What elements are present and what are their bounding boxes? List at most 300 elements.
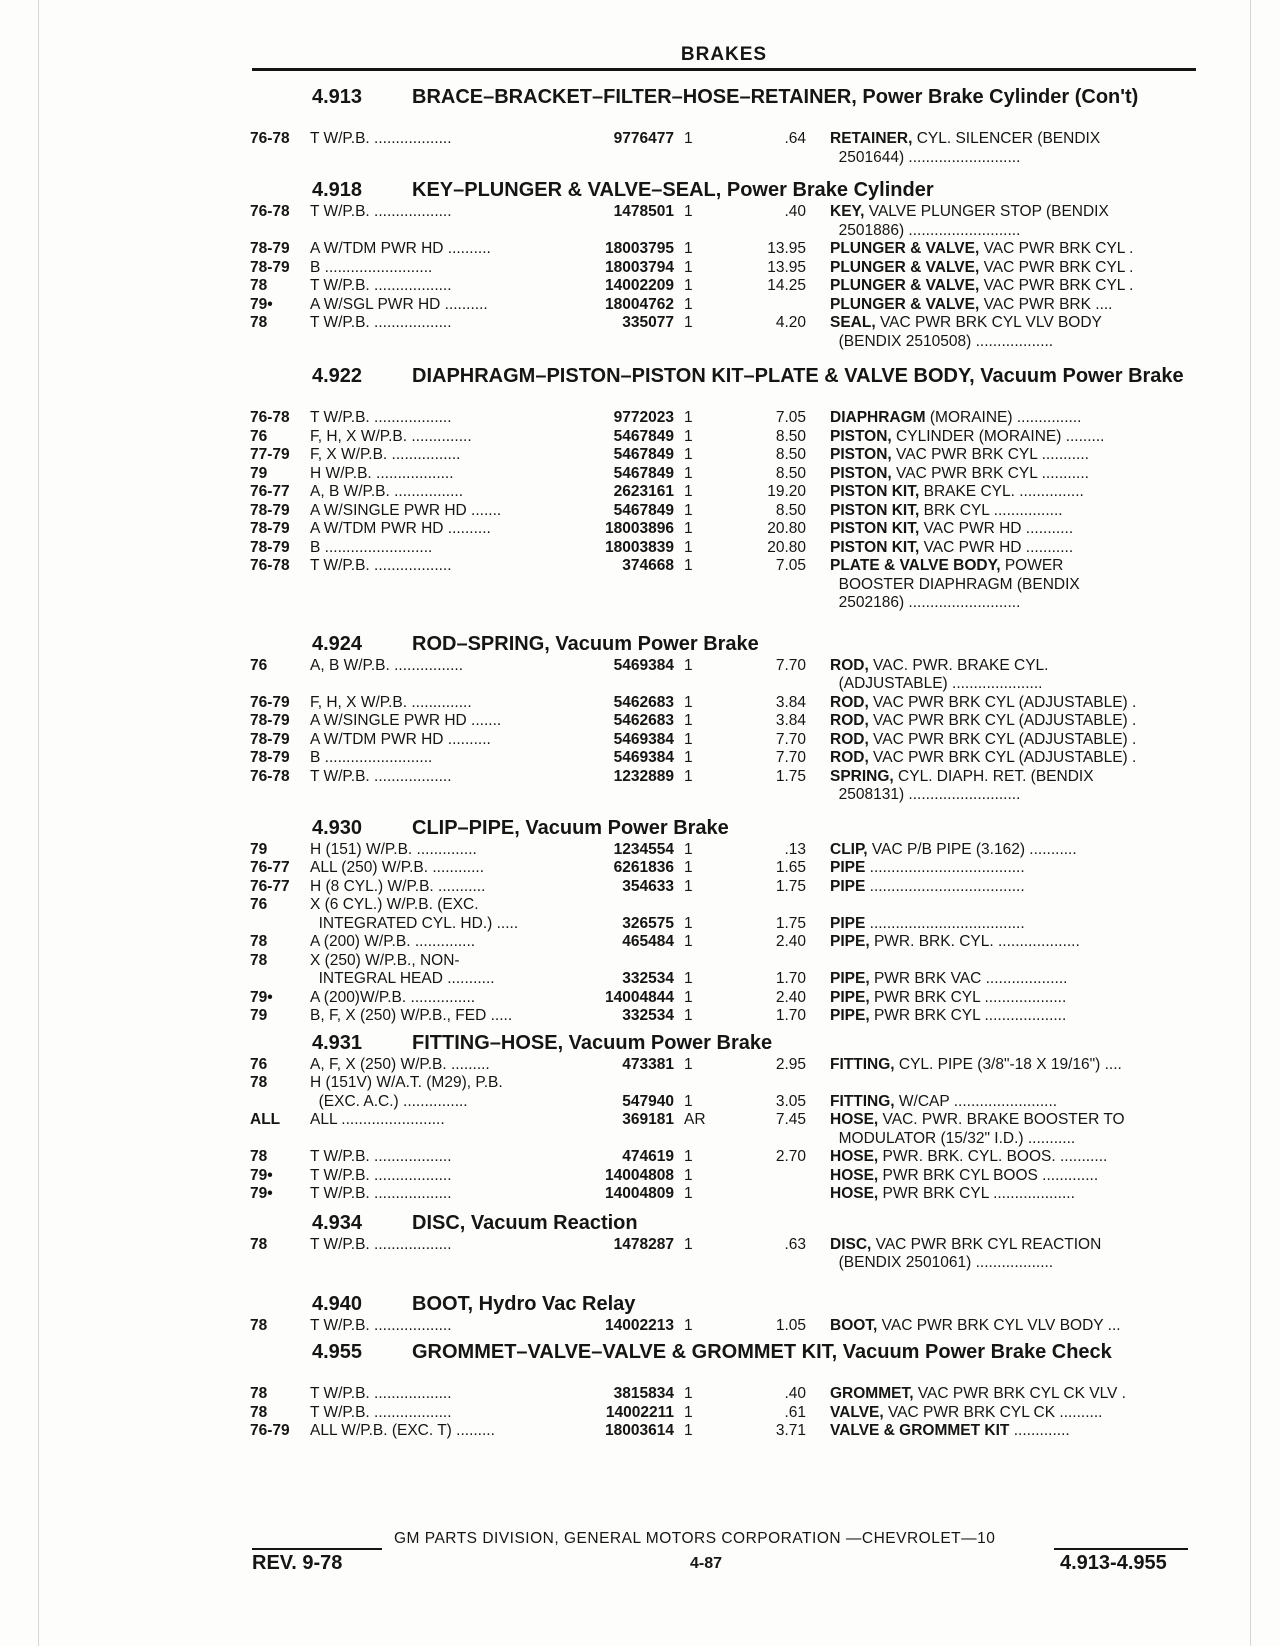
section-title: FITTING–HOSE, Vacuum Power Brake [412, 1031, 773, 1054]
model-application: INTEGRAL HEAD ........... [310, 970, 495, 987]
part-row [0, 483, 1280, 502]
part-number: 18003896 [605, 520, 674, 537]
quantity: 1 [684, 520, 693, 537]
header-rule [252, 68, 1196, 71]
quantity: 1 [684, 656, 693, 674]
model-application: T W/P.B. .................. [310, 1185, 452, 1202]
part-detail: W/CAP ........................ [894, 1092, 1058, 1110]
model-year: 76-78 [250, 767, 290, 785]
part-detail: BOOSTER DIAPHRAGM (BENDIX [830, 575, 1080, 593]
section-number: 4.922 [312, 365, 363, 387]
model-year: 76 [250, 656, 268, 674]
part-row [0, 841, 1280, 860]
list-price: 3.05 [775, 1092, 806, 1110]
model-year: 76-78 [250, 557, 290, 574]
part-row [0, 557, 1280, 576]
part-name: PIPE [830, 859, 866, 876]
list-price: 3.71 [775, 1422, 806, 1439]
quantity: 1 [684, 240, 693, 257]
part-number: 465484 [622, 933, 674, 950]
part-number: 5467849 [613, 501, 674, 519]
model-application: A, B W/P.B. ................ [310, 656, 464, 674]
quantity: 1 [684, 712, 693, 729]
section-number: 4.918 [312, 179, 363, 201]
model-application: INTEGRATED CYL. HD.) ..... [310, 914, 519, 932]
part-row [0, 694, 1280, 713]
part-name: KEY, [830, 203, 865, 220]
footer-rule-right [1054, 1548, 1188, 1550]
quantity: 1 [684, 1235, 693, 1253]
parts-listing [0, 84, 1280, 1445]
model-year: 76-77 [250, 483, 290, 500]
part-row [0, 915, 1280, 934]
part-description [830, 731, 1198, 750]
part-detail: (ADJUSTABLE) ..................... [830, 675, 1043, 692]
part-number: 5462683 [613, 712, 674, 729]
part-detail: (MORAINE) ............... [925, 409, 1082, 426]
quantity: 1 [684, 730, 693, 748]
list-price: 19.20 [767, 483, 806, 500]
section-4-934 [0, 1210, 1280, 1273]
part-name: HOSE, [830, 1148, 879, 1165]
part-description [830, 712, 1198, 731]
part-row [0, 712, 1280, 731]
list-price: 7.70 [775, 730, 806, 748]
part-name: PLUNGER & VALVE, [830, 240, 980, 257]
model-year: 79 [250, 840, 268, 858]
model-year: 78 [250, 1403, 268, 1421]
part-row [0, 576, 1280, 595]
part-description [830, 222, 1198, 241]
part-name: PIPE [830, 914, 866, 932]
part-number: 6261836 [613, 859, 674, 876]
part-row [0, 149, 1280, 168]
part-detail: VAC PWR HD ........... [919, 520, 1074, 537]
section-number: 4.930 [312, 816, 363, 839]
model-application: T W/P.B. .................. [310, 557, 452, 574]
part-row [0, 1074, 1280, 1093]
model-year: 78 [250, 1316, 268, 1334]
part-description [830, 768, 1198, 787]
section-heading [0, 177, 1280, 203]
part-name: PIPE, [830, 933, 870, 950]
part-detail: VAC. PWR. BRAKE CYL. [868, 656, 1049, 674]
part-number: 14004844 [605, 988, 674, 1006]
part-number: 14002211 [605, 1403, 674, 1421]
quantity: 1 [684, 314, 693, 331]
part-description [830, 1422, 1198, 1441]
part-description [830, 557, 1198, 576]
part-detail: VAC. PWR. BRAKE BOOSTER TO [878, 1111, 1125, 1128]
part-name: PISTON, [830, 464, 892, 482]
list-price: .63 [784, 1235, 806, 1253]
part-description [830, 989, 1198, 1008]
part-detail: MODULATOR (15/32" I.D.) ........... [830, 1129, 1076, 1147]
part-name: FITTING, [830, 1055, 895, 1073]
part-description [830, 1093, 1198, 1112]
part-number: 473381 [622, 1055, 674, 1073]
part-description [830, 520, 1198, 539]
part-detail: PWR. BRK. CYL. BOOS. ........... [878, 1148, 1108, 1165]
part-detail: VAC PWR BRK CYL (ADJUSTABLE) . [868, 730, 1137, 748]
part-name: PLUNGER & VALVE, [830, 295, 980, 313]
model-year: 79• [250, 988, 273, 1006]
model-application: A, F, X (250) W/P.B. ......... [310, 1055, 490, 1073]
model-application: T W/P.B. .................. [310, 1166, 452, 1184]
section-number: 4.913 [312, 86, 363, 108]
model-year: 78-79 [250, 538, 290, 556]
part-row [0, 749, 1280, 768]
part-row [0, 1185, 1280, 1204]
page-header: BRAKES [680, 44, 768, 65]
part-row [0, 952, 1280, 971]
list-price: 2.40 [775, 988, 806, 1006]
part-description [830, 878, 1198, 897]
model-application: B ......................... [310, 258, 433, 276]
part-row [0, 130, 1280, 149]
model-year: 79• [250, 295, 273, 313]
quantity: 1 [684, 483, 693, 500]
section-number: 4.931 [312, 1031, 363, 1054]
part-description [830, 502, 1198, 521]
model-year: 76-79 [250, 1422, 290, 1439]
part-number: 5469384 [613, 656, 674, 674]
part-detail: POWER [1000, 557, 1064, 574]
part-number: 547940 [622, 1092, 674, 1110]
quantity: 1 [684, 1385, 693, 1402]
part-number: 18004762 [605, 295, 674, 313]
part-number: 326575 [622, 914, 674, 932]
part-description [830, 428, 1198, 447]
part-name: ROD, [830, 730, 869, 748]
model-year: 76 [250, 896, 268, 913]
part-name: ROD, [830, 749, 869, 766]
part-description [830, 694, 1198, 713]
part-description [830, 240, 1198, 259]
part-row [0, 1254, 1280, 1273]
part-detail: ............. [1009, 1422, 1070, 1439]
part-number: 14002209 [605, 277, 674, 294]
model-application: A W/TDM PWR HD .......... [310, 520, 491, 537]
part-description [830, 277, 1198, 296]
list-price: 1.70 [775, 1007, 806, 1024]
model-year: 76-78 [250, 130, 290, 147]
list-price: 7.70 [775, 656, 806, 674]
part-description [830, 1254, 1198, 1273]
quantity: 1 [684, 1422, 693, 1439]
part-name: PIPE, [830, 970, 870, 987]
part-detail: VAC PWR BRK CYL VLV BODY ... [877, 1316, 1121, 1334]
part-description [830, 1404, 1198, 1423]
part-detail: PWR BRK CYL ................... [878, 1185, 1075, 1202]
part-row [0, 989, 1280, 1008]
quantity: 1 [684, 1148, 693, 1165]
part-row [0, 768, 1280, 787]
section-heading [0, 1291, 1280, 1317]
part-detail: VAC PWR BRK CYL VLV BODY [875, 314, 1102, 331]
part-number: 332534 [622, 1007, 674, 1024]
part-detail: VAC PWR BRK CYL ........... [891, 464, 1089, 482]
footer-corporation: GM PARTS DIVISION, GENERAL MOTORS CORPORATION —CHEVROLET—10 [394, 1530, 996, 1547]
list-price: .40 [784, 203, 806, 220]
part-name: DISC, [830, 1235, 872, 1253]
part-description [830, 130, 1198, 149]
part-row [0, 1007, 1280, 1026]
part-row [0, 1148, 1280, 1167]
part-detail: PWR BRK VAC ................... [869, 970, 1068, 987]
part-row [0, 970, 1280, 989]
part-number: 3815834 [613, 1385, 674, 1402]
part-number: 5467849 [613, 464, 674, 482]
model-application: T W/P.B. .................. [310, 1385, 452, 1402]
quantity: 1 [684, 427, 693, 445]
part-row [0, 878, 1280, 897]
section-4-922 [0, 363, 1280, 613]
model-application: H (151) W/P.B. .............. [310, 840, 477, 858]
part-name: ROD, [830, 712, 869, 729]
part-number: 5467849 [613, 427, 674, 445]
part-name: PISTON KIT, [830, 520, 920, 537]
part-detail: PWR BRK CYL ................... [869, 1007, 1067, 1024]
model-application: T W/P.B. .................. [310, 314, 452, 331]
model-year: 76-77 [250, 877, 290, 895]
part-row [0, 333, 1280, 352]
quantity: 1 [684, 1007, 693, 1024]
list-price: .61 [784, 1403, 806, 1421]
part-number: 9772023 [613, 409, 674, 426]
model-year: 78-79 [250, 730, 290, 748]
quantity: 1 [684, 1185, 693, 1202]
part-detail: CYLINDER (MORAINE) ......... [891, 427, 1105, 445]
part-detail: .................................... [865, 877, 1025, 895]
part-detail: (BENDIX 2501061) .................. [830, 1254, 1054, 1271]
part-row [0, 1404, 1280, 1423]
list-price: 1.65 [775, 859, 806, 876]
part-description [830, 1185, 1198, 1204]
quantity: 1 [684, 859, 693, 876]
section-heading [0, 815, 1280, 841]
part-detail: .................................... [865, 859, 1025, 876]
model-application: A W/TDM PWR HD .......... [310, 240, 491, 257]
part-name: PISTON KIT, [830, 501, 920, 519]
part-description [830, 1130, 1198, 1149]
part-description [830, 576, 1198, 595]
part-detail: CYL. DIAPH. RET. (BENDIX [893, 767, 1094, 785]
part-description [830, 314, 1198, 333]
model-year: ALL [250, 1111, 281, 1128]
list-price: 8.50 [775, 501, 806, 519]
footer-revision: REV. 9-78 [252, 1552, 343, 1574]
part-detail: .................................... [865, 914, 1025, 932]
model-year: 79 [250, 464, 268, 482]
part-description [830, 539, 1198, 558]
part-detail: BRK CYL ................ [919, 501, 1063, 519]
quantity: 1 [684, 409, 693, 426]
part-number: 2623161 [613, 483, 674, 500]
part-name: HOSE, [830, 1185, 879, 1202]
part-row [0, 314, 1280, 333]
part-name: PLATE & VALVE BODY, [830, 557, 1001, 574]
model-year: 78 [250, 314, 268, 331]
part-description [830, 1167, 1198, 1186]
model-application: A W/TDM PWR HD .......... [310, 730, 491, 748]
section-title: GROMMET–VALVE–VALVE & GROMMET KIT, Vacuum Power Brake Check [412, 1341, 1112, 1363]
model-year: 78-79 [250, 501, 290, 519]
list-price: 8.50 [775, 427, 806, 445]
section-title: DIAPHRAGM–PISTON–PISTON KIT–PLATE & VALVE BODY, Vacuum Power Brake [412, 365, 1184, 387]
part-description [830, 465, 1198, 484]
section-title: DISC, Vacuum Reaction [412, 1211, 638, 1234]
part-detail: 2502186) .......................... [830, 594, 1021, 611]
part-number: 5462683 [613, 693, 674, 711]
part-name: RETAINER, [830, 130, 913, 147]
part-name: VALVE, [830, 1403, 884, 1421]
quantity: 1 [684, 693, 693, 711]
model-application: A W/SINGLE PWR HD ....... [310, 712, 502, 729]
part-name: PIPE, [830, 988, 870, 1006]
part-detail: 2501886) .......................... [830, 221, 1021, 239]
list-price: 1.75 [775, 767, 806, 785]
model-application: H W/P.B. .................. [310, 464, 454, 482]
part-name: HOSE, [830, 1166, 879, 1184]
footer-rule-left [252, 1548, 382, 1550]
model-year: 78 [250, 933, 268, 950]
list-price: 7.45 [775, 1111, 806, 1128]
part-number: 332534 [622, 970, 674, 987]
part-description [830, 859, 1198, 878]
part-row [0, 675, 1280, 694]
model-year: 79• [250, 1166, 273, 1184]
list-price: 1.75 [775, 877, 806, 895]
list-price: 2.95 [775, 1055, 806, 1073]
part-detail: VAC PWR BRK CYL ........... [891, 446, 1089, 463]
part-row [0, 1167, 1280, 1186]
part-description [830, 1007, 1198, 1026]
part-row [0, 539, 1280, 558]
list-price: .13 [784, 840, 806, 858]
part-name: SPRING, [830, 767, 894, 785]
part-detail: VAC PWR BRK CYL REACTION [871, 1235, 1102, 1253]
part-detail: VAC PWR BRK CYL . [979, 258, 1134, 276]
model-application: T W/P.B. .................. [310, 1235, 452, 1253]
part-row [0, 296, 1280, 315]
model-year: 76 [250, 427, 268, 445]
model-year: 79• [250, 1185, 273, 1202]
part-description [830, 333, 1198, 352]
part-detail: BRAKE CYL. ............... [919, 483, 1084, 500]
list-price: 8.50 [775, 446, 806, 463]
part-description [830, 203, 1198, 222]
part-description [830, 149, 1198, 168]
quantity: 1 [684, 538, 693, 556]
part-row [0, 1056, 1280, 1075]
model-year: 76-79 [250, 693, 290, 711]
part-name: ROD, [830, 656, 869, 674]
part-row [0, 446, 1280, 465]
part-number: 18003794 [605, 258, 674, 276]
part-name: DIAPHRAGM [830, 409, 926, 426]
part-detail: VALVE PLUNGER STOP (BENDIX [864, 203, 1109, 220]
part-description [830, 259, 1198, 278]
part-detail: (BENDIX 2510508) .................. [830, 332, 1054, 350]
model-year: 78-79 [250, 258, 290, 276]
model-year: 78-79 [250, 520, 290, 537]
model-application: H (151V) W/A.T. (M29), P.B. [310, 1074, 503, 1091]
quantity: 1 [684, 1166, 693, 1184]
model-application: T W/P.B. .................. [310, 277, 452, 294]
quantity: 1 [684, 557, 693, 574]
part-detail: VAC PWR BRK .... [979, 295, 1113, 313]
part-name: PLUNGER & VALVE, [830, 277, 980, 294]
quantity: 1 [684, 295, 693, 313]
model-application: T W/P.B. .................. [310, 1403, 452, 1421]
list-price: 2.40 [775, 933, 806, 950]
part-description [830, 1385, 1198, 1404]
section-number: 4.924 [312, 632, 363, 655]
section-heading [0, 1030, 1280, 1056]
model-application: A, B W/P.B. ................ [310, 483, 464, 500]
part-row [0, 1317, 1280, 1336]
model-year: 76-77 [250, 859, 290, 876]
model-application: B ......................... [310, 749, 433, 766]
part-row [0, 222, 1280, 241]
part-row [0, 1111, 1280, 1130]
model-year: 78 [250, 1148, 268, 1165]
quantity: 1 [684, 840, 693, 858]
part-description [830, 1148, 1198, 1167]
model-year: 76 [250, 1055, 268, 1073]
quantity: 1 [684, 767, 693, 785]
part-row [0, 933, 1280, 952]
list-price: 14.25 [767, 277, 806, 294]
quantity: 1 [684, 258, 693, 276]
part-name: ROD, [830, 693, 869, 711]
model-year: 78-79 [250, 712, 290, 729]
quantity: 1 [684, 1055, 693, 1073]
model-application: T W/P.B. .................. [310, 409, 452, 426]
section-title: CLIP–PIPE, Vacuum Power Brake [412, 816, 729, 839]
section-number: 4.934 [312, 1211, 363, 1234]
part-number: 1234554 [613, 840, 674, 858]
part-name: BOOT, [830, 1316, 878, 1334]
part-name: GROMMET, [830, 1385, 914, 1402]
model-year: 76-78 [250, 409, 290, 426]
part-row [0, 203, 1280, 222]
part-detail: VAC PWR BRK CYL (ADJUSTABLE) . [868, 712, 1137, 729]
part-number: 18003614 [605, 1422, 674, 1439]
quantity: 1 [684, 933, 693, 950]
model-year: 78 [250, 1235, 268, 1253]
part-detail: VAC PWR BRK CYL (ADJUSTABLE) . [868, 693, 1137, 711]
list-price: 1.70 [775, 970, 806, 987]
part-detail: VAC PWR BRK CYL . [979, 240, 1134, 257]
list-price: 7.70 [775, 749, 806, 766]
model-application: ALL W/P.B. (EXC. T) ......... [310, 1422, 495, 1439]
model-application: T W/P.B. .................. [310, 203, 452, 220]
part-name: FITTING, [830, 1092, 895, 1110]
section-4-924 [0, 631, 1280, 805]
model-year: 78-79 [250, 749, 290, 766]
model-application: ALL ........................ [310, 1111, 445, 1128]
section-4-930 [0, 815, 1280, 1026]
part-description [830, 786, 1198, 805]
section-4-918 [0, 177, 1280, 351]
section-title: BOOT, Hydro Vac Relay [412, 1292, 636, 1315]
part-name: SEAL, [830, 314, 876, 331]
list-price: 3.84 [775, 712, 806, 729]
quantity: 1 [684, 1316, 693, 1334]
part-name: VALVE & GROMMET KIT [830, 1422, 1010, 1439]
